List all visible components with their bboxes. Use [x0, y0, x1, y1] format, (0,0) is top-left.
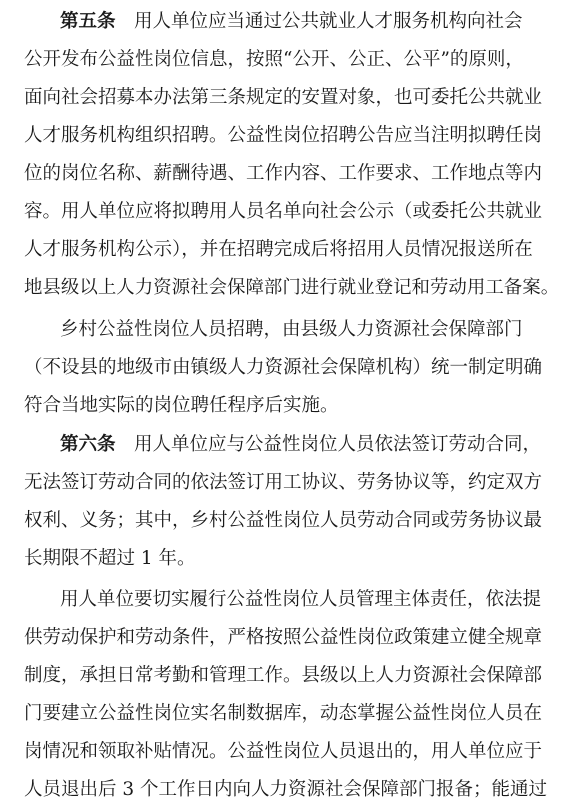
text-line	[60, 425, 541, 465]
text-line: 符合当地实际的岗位聘任程序后实施。	[24, 395, 339, 416]
text-line: 权利、义务；其中，乡村公益性岗位人员劳动合同或劳务协议最	[24, 510, 543, 531]
text-line: 用人单位要切实履行公益性岗位人员管理主体责任，依法提	[60, 589, 542, 610]
text-line: 位的岗位名称、薪酬待遇、工作内容、工作要求、工作地点等内	[24, 163, 543, 184]
text-line: 门要建立公益性岗位实名制数据库，动态掌握公益性岗位人员在	[24, 703, 543, 724]
text-line: 供劳动保护和劳动条件，严格按照公益性岗位政策建立健全规章	[24, 627, 543, 648]
text-line: 乡村公益性岗位人员招聘，由县级人力资源社会保障部门	[60, 319, 523, 340]
text-line: 制度，承担日常考勤和管理工作。县级以上人力资源社会保障部	[24, 665, 543, 686]
text-line: 无法签订劳动合同的依法签订用工协议、劳务协议等，约定双方	[24, 472, 543, 493]
text-line: 人才服务机构公示），并在招聘完成后将招用人员情况报送所在	[24, 239, 533, 260]
text-line: 容。用人单位应将拟聘用人员名单向社会公示（或委托公共就业	[24, 201, 543, 222]
text-line: 公开发布公益性岗位信息，按照“公开、公正、公平”的原则，	[24, 49, 524, 70]
text-line: （不设县的地级市由镇级人力资源社会保障机构）统一制定明确	[24, 357, 543, 378]
text-span: 用人单位应与公益性岗位人员依法签订劳动合同，	[115, 434, 542, 455]
text-line: 长期限不超过 1 年。	[24, 548, 196, 569]
article-heading: 第六条	[60, 434, 116, 455]
article-heading: 第五条	[60, 11, 116, 32]
text-line: 人员退出后 3 个工作日内向人力资源社会保障部门报备；能通过	[24, 779, 548, 800]
text-line: 面向社会招募本办法第三条规定的安置对象，也可委托公共就业	[24, 87, 543, 108]
text-line: 人才服务机构组织招聘。公益性岗位招聘公告应当注明拟聘任岗	[24, 125, 543, 146]
text-line	[60, 2, 523, 42]
text-line: 地县级以上人力资源社会保障部门进行就业登记和劳动用工备案。	[24, 277, 560, 298]
text-line: 岗情况和领取补贴情况。公益性岗位人员退出的，用人单位应于	[24, 741, 543, 762]
text-span: 用人单位应当通过公共就业人才服务机构向社会	[115, 11, 523, 32]
